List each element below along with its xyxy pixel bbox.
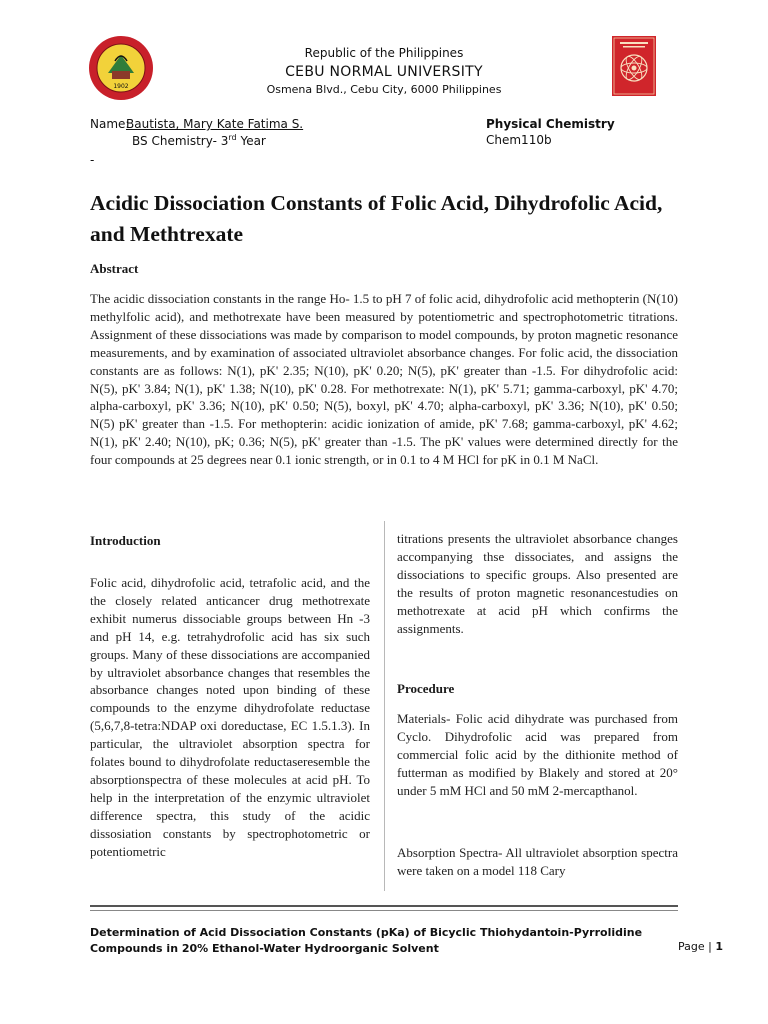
seal-year: 1902 <box>113 83 129 90</box>
footer-title: Determination of Acid Dissociation Constants (pKa) of Bicyclic Thiohydantoin-Pyrrolidine Compounds in 20% Ethanol-Water Hydroorganic Solvent <box>90 926 643 955</box>
column-divider <box>384 521 385 891</box>
header-republic: Republic of the Philippines <box>304 46 464 60</box>
footer-rule <box>90 905 678 907</box>
abstract-text: The acidic dissociation constants in the range Ho- 1.5 to pH 7 of folic acid, dihydrofolic acid methopterin (N(10) methylfolic acid), and methotrexate have been measured by potentiometric and spectrophotometric titrations. Assignment of these dissociations was made by comparison to model compounds, by proton magnetic resonance measurements, and by examination of associated ultraviolet absorbance changes. For folic acid, the dissociation constants are as follows: N(1), pK' 2.35; N(10), pK' 0.20; N(5), pK' greater than -1.5. For dihydrofolic acid: N(5), pK' 3.84; N(1), pK' 1.38; N(10), pK' 0.28. For methotrexate: N(1), pK' 5.71; gamma-carboxyl, pK' 4.70; alpha-carboxyl, pK' 3.36; N(10), pK' 0.50; N(5), boxyl, pK' 4.70; alpha-carboxyl, pK' 3.36; N(10), pK' 0.50; N(5) pK' greater than -1.5. For methopterin: acidic ionization of amide, pK' 7.68; gamma-carboxyl, pK' 4.62; N(1), pK' 2.40; N(10), pK; 0.36; N(5), pK' greater than -1.5. The pK' values were determined directly for the four compounds at 25 degrees near 0.1 ionic strength, or in 0.1 to 4 M HCl for pK in 0.1 M NaCl. <box>90 291 678 468</box>
student-name: Bautista, Mary Kate Fatima S. <box>126 117 304 131</box>
abstract-heading: Abstract <box>90 261 139 276</box>
program-ordinal: rd <box>228 133 237 142</box>
procedure-heading: Procedure <box>397 681 455 696</box>
page-label: Page | <box>678 940 712 953</box>
materials-paragraph: Materials- Folic acid dihydrate was purchased from Cyclo. Dihydrofolic acid was prepared from commercial folic acid by the dithionite method of futterman as modified by Blakely and stored at 20° under 5 mM HCl and 50 mM 2-mercapthanol. <box>397 711 678 798</box>
page-number-value: 1 <box>715 940 723 953</box>
program-tail: Year <box>236 134 266 148</box>
introduction-heading: Introduction <box>90 533 161 548</box>
footer-rule-thin <box>90 910 678 911</box>
header-address: Osmena Blvd., Cebu City, 6000 Philippines <box>266 83 502 96</box>
subject-name: Physical Chemistry <box>486 117 615 131</box>
header-university-name: CEBU NORMAL UNIVERSITY <box>285 64 483 80</box>
course-code: Chem110b <box>486 133 552 147</box>
introduction-text: Folic acid, dihydrofolic acid, tetrafolic acid, and the the closely related anticancer drug methotrexate exhibit numerus dissociable groups between Hn -3 and pH 14, e.g. tetrahydrofolic acid has six such groups. Many of these dissociations are accompanied by ultraviolet absorbance changes that resembles the absorbance changes noted upon binding of these compounds to the enzyme dihydrofolate reductase (5,6,7,8-tetra:NDAP oxi doreductase, EC 1.5.1.3). In particular, the ultraviolet absorption spectra for folates bound to dihydrofolate reductaseresemble the absorptionspectra of these molecules at acid pH. To help in the interpretation of the enzymic ultraviolet difference spectra, this study of the acidic dissosiation constants by spectrophotometric or potentiometric <box>90 575 370 859</box>
paper-title: Acidic Dissociation Constants of Folic Acid, Dihydrofolic Acid, and Methtrexate <box>90 191 663 246</box>
name-label: Name: <box>90 117 130 131</box>
absorption-spectra-paragraph: Absorption Spectra- All ultraviolet absorption spectra were taken on a model 118 Cary <box>397 845 678 878</box>
introduction-continued-text: titrations presents the ultraviolet absorbance changes accompanying thse dissociates, and assigns the dissociations to specific groups. Also presented are the results of proton magnetic resonancestudies on methotrexate at acid pH which confirms the assignments. <box>397 531 678 636</box>
student-program <box>132 133 266 148</box>
dash-mark: - <box>90 153 95 167</box>
page-number <box>678 940 723 953</box>
program-text: BS Chemistry- 3 <box>132 134 229 148</box>
